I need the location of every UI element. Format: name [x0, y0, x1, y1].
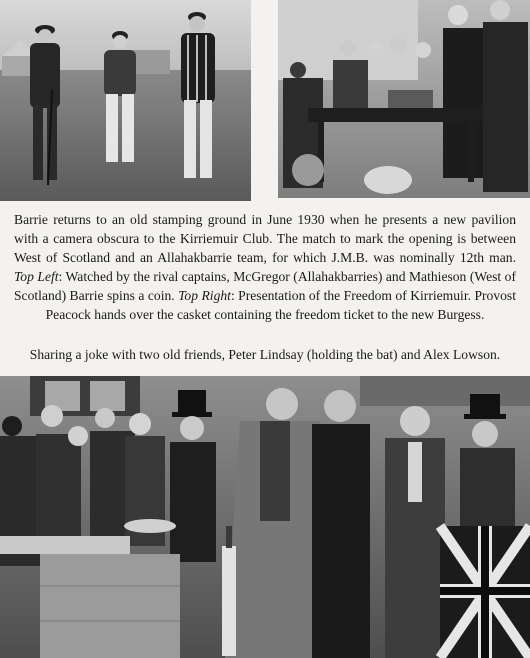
caption-part-1: Barrie returns to an old stamping ground in June 1930 when he presents a new pavilion with a camera obscura to the Kirriemuir Club. The match to mark the opening is between West of Scotland and an Allahakbarrie team, for which J.M.B. was nominally 12th man.	[14, 212, 516, 265]
photo-top-left	[0, 0, 251, 201]
caption-label-top-right: Top Right	[178, 288, 231, 303]
caption-part-2: : Watched by the rival captains, McGregor (Allahakbarries) and Mathieson (West of Scotland) Barrie spins a coin.	[14, 269, 517, 303]
photo-top-right-image	[278, 0, 530, 198]
caption-label-top-left: Top Left	[14, 269, 59, 284]
photo-bottom-image	[0, 376, 530, 658]
photo-caption	[14, 210, 516, 324]
caption-part-3: : Presentation of the Freedom of Kirriemuir. Provost Peacock hands over the casket containing the freedom ticket to the new Burgess.	[45, 288, 516, 322]
photo-top-left-image	[0, 0, 251, 201]
photo-bottom	[0, 376, 530, 658]
bottom-photo-caption: Sharing a joke with two old friends, Peter Lindsay (holding the bat) and Alex Lowson.	[29, 347, 501, 362]
photo-top-right	[278, 0, 530, 198]
